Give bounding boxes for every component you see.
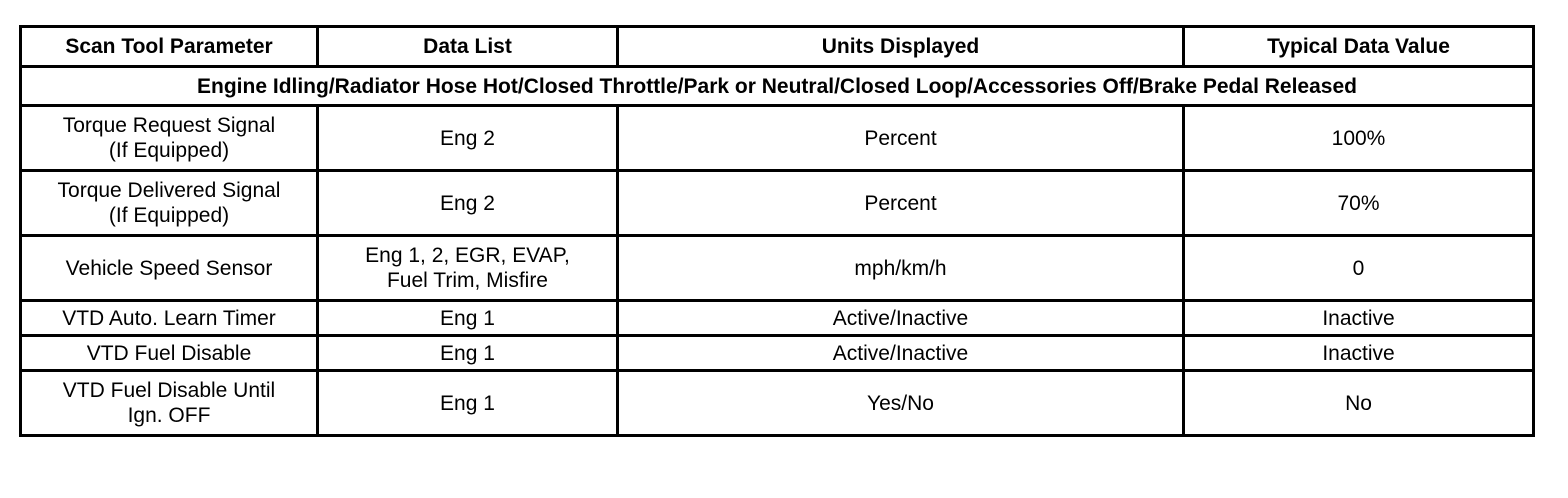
units-cell: mph/km/h — [618, 236, 1184, 301]
units-cell: Percent — [618, 171, 1184, 236]
scan-tool-data-table — [19, 25, 1535, 437]
condition-row — [21, 67, 1534, 106]
header-units-displayed: Units Displayed — [618, 27, 1184, 67]
units-cell: Yes/No — [618, 371, 1184, 436]
table-row — [21, 106, 1534, 171]
parameter-line: (If Equipped) — [108, 139, 230, 162]
parameter-cell: VTD Auto. Learn Timer — [21, 301, 318, 336]
data-list-cell: Eng 2 — [318, 106, 618, 171]
table-row — [21, 301, 1534, 336]
header-row — [21, 27, 1534, 67]
typical-value-cell: 0 — [1184, 236, 1534, 301]
header-typical-data-value: Typical Data Value — [1184, 27, 1534, 67]
data-list-cell: Eng 1 — [318, 301, 618, 336]
table-row — [21, 236, 1534, 301]
table-row — [21, 336, 1534, 371]
parameter-cell: Vehicle Speed Sensor — [21, 236, 318, 301]
data-list-cell: Eng 2 — [318, 171, 618, 236]
typical-value-cell: 100% — [1184, 106, 1534, 171]
parameter-cell: VTD Fuel Disable — [21, 336, 318, 371]
header-data-list: Data List — [318, 27, 618, 67]
parameter-cell — [21, 106, 318, 171]
data-list-cell: Eng 1 — [318, 371, 618, 436]
typical-value-cell: Inactive — [1184, 336, 1534, 371]
condition-text: Engine Idling/Radiator Hose Hot/Closed Throttle/Park or Neutral/Closed Loop/Accessories Off/Brake Pedal Released — [21, 67, 1534, 106]
parameter-line: Torque Request Signal — [62, 114, 276, 137]
data-list-line: Eng 1, 2, EGR, EVAP, — [365, 244, 570, 267]
typical-value-cell: No — [1184, 371, 1534, 436]
units-cell: Active/Inactive — [618, 301, 1184, 336]
data-list-cell: Eng 1 — [318, 336, 618, 371]
typical-value-cell: 70% — [1184, 171, 1534, 236]
parameter-line: Ign. OFF — [127, 404, 211, 427]
units-cell: Percent — [618, 106, 1184, 171]
parameter-cell — [21, 371, 318, 436]
table-row — [21, 371, 1534, 436]
parameter-line: Torque Delivered Signal — [57, 179, 281, 202]
data-list-line: Fuel Trim, Misfire — [386, 269, 548, 292]
units-cell: Active/Inactive — [618, 336, 1184, 371]
parameter-cell — [21, 171, 318, 236]
parameter-line: (If Equipped) — [108, 204, 230, 227]
table-row — [21, 171, 1534, 236]
typical-value-cell: Inactive — [1184, 301, 1534, 336]
header-scan-tool-parameter: Scan Tool Parameter — [21, 27, 318, 67]
parameter-line: VTD Fuel Disable Until — [62, 379, 276, 402]
data-list-cell — [318, 236, 618, 301]
